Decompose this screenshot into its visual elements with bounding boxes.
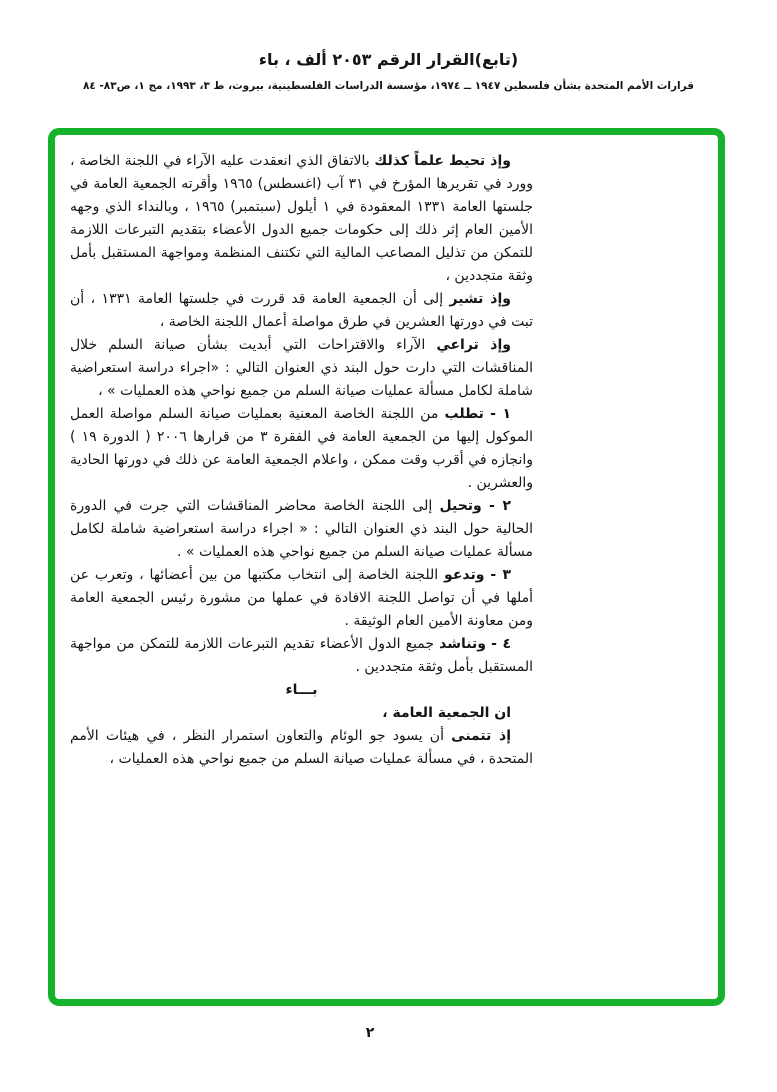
paragraph-lead: إذ تتمنى [451,728,512,744]
section-heading-baa: بـــاء [285,682,318,698]
paragraph-lead: وإذ تراعي [436,337,511,353]
paragraph-text: الآراء والاقتراحات التي أبديت بشأن صيانة السلم خلال المناقشات التي دارت حول البند ذي العنوان التالي : «اجراء دراسة استعراضية شاملة لكامل مسألة عمليات صيانة السلم من جميع نواحي هذه العمليات » ، [70,337,533,399]
paragraph-text: من اللجنة الخاصة المعنية بعمليات صيانة السلم مواصلة العمل الموكول إليها من الجمعية العامة في الفقرة ٣ من قرارها ٢٠٠٦ ( الدورة ١٩ ) وانجازه في أقرب وقت ممكن ، واعلام الجمعية العامة عن ذلك في دورتها الحادية والعشرين . [70,406,533,491]
paragraph-lead: وإذ تحيط علماً كذلك [374,153,511,169]
paragraph-text: جميع الدول الأعضاء تقديم التبرعات اللازمة للتمكن من مواجهة المستقبل بأمل وثقة متجددين . [70,636,533,675]
paragraph-text: إلى أن الجمعية العامة قد قررت في جلستها العامة ١٣٣١ ، أن تبت في دورتها العشرين في طرق مواصلة أعمال اللجنة الخاصة ، [70,291,533,330]
document-title: (تابع)القرار الرقم ٢٠٥٣ ألف ، باء [258,50,519,69]
paragraph-text: اللجنة الخاصة إلى انتخاب مكتبها من بين أعضائها ، وتعرب عن أملها في أن تواصل اللجنة الافادة في عملها من مشورة رئيس الجمعية العامة ومن معاونة الأمين العام الوثيقة . [70,567,533,629]
preamble-paragraph [70,334,533,403]
page-number: ٢ [365,1025,375,1041]
clause-number: ٤ - [491,636,512,652]
document-source-citation: قرارات الأمم المتحدة بشأن فلسطين ١٩٤٧ ــ ١٩٧٤، مؤسسة الدراسات الفلسطينية، بيروت، ط ٣، ١٩٩٣، مج ١، ص٨٣- ٨٤ [82,80,695,92]
operative-clause-4 [70,633,533,679]
paragraph-lead: وإذ تشير [449,291,511,307]
preamble-paragraph [70,702,533,725]
paragraph-lead: وتناشد [439,636,486,652]
paragraph-lead: وتحيل [439,498,482,514]
clause-number: ١ - [490,406,512,422]
preamble-paragraph [70,725,533,771]
paragraph-lead: تطلب [444,406,484,422]
clause-number: ٢ - [489,498,512,514]
resolution-body [70,150,533,771]
operative-clause-2 [70,495,533,564]
paragraph-text: إلى اللجنة الخاصة محاضر المناقشات التي جرت في الدورة الحالية حول البند ذي العنوان التالي : « اجراء دراسة استعراضية شاملة لكامل مسألة عمليات صيانة السلم من جميع نواحي هذه العمليات » . [70,498,533,560]
paragraph-lead: ان الجمعية العامة ، [382,705,511,721]
paragraph-text: بالاتفاق الذي انعقدت عليه الآراء في اللجنة الخاصة ، وورد في تقريرها المؤرخ في ٣١ آب (اغسطس) ١٩٦٥ وأقرته الجمعية العامة في جلستها العامة ١٣٣١ المعقودة في ١ أيلول (سبتمبر) ١٩٦٥ ، وبالنداء الذي وجهه الأمين العام إثر ذلك إلى حكومات جميع الدول الأعضاء بتقديم التبرعات اللازمة للتمكن من تذليل المصاعب المالية التي تكتنف المنظمة ومواجهة المستقبل بأمل وثقة متجددين ، [70,153,534,284]
paragraph-text: أن يسود جو الوئام والتعاون استمرار النظر ، في هيئات الأمم المتحدة ، في مسألة عمليات صيانة السلم من جميع نواحي هذه العمليات ، [70,728,533,767]
operative-clause-3 [70,564,533,633]
preamble-paragraph [70,288,533,334]
paragraph-lead: وتدعو [444,567,485,583]
preamble-paragraph [70,150,533,288]
clause-number: ٣ - [490,567,512,583]
operative-clause-1 [70,403,533,495]
